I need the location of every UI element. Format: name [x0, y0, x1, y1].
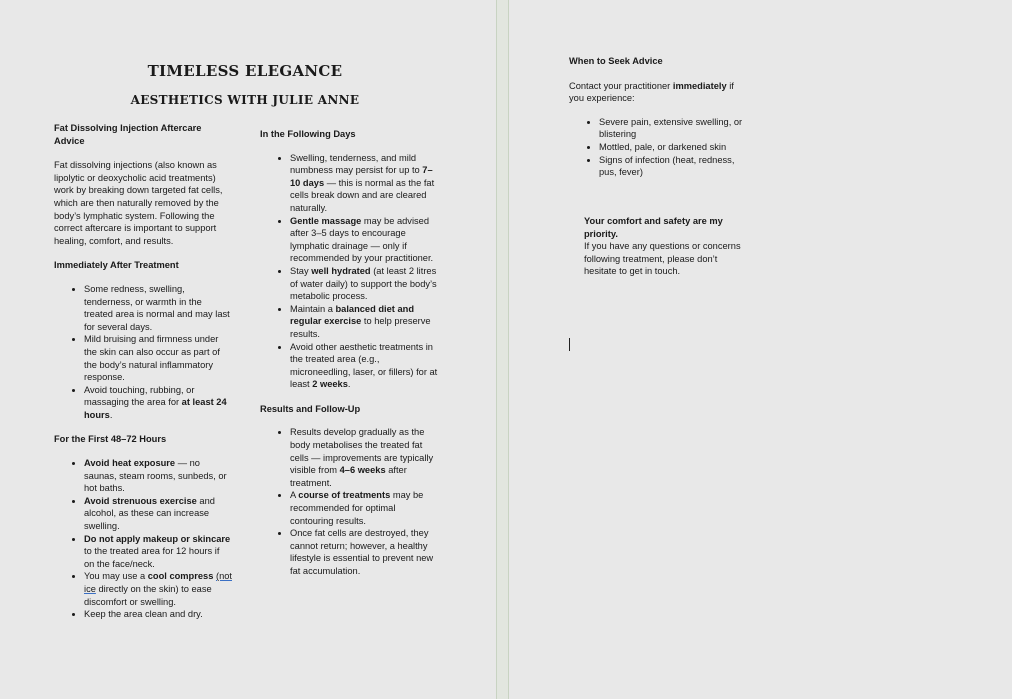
- list-item: • Some redness, swelling, tenderness, or warmth in the treated area is normal and may last for several days.: [84, 283, 232, 333]
- seek-advice-list: [569, 116, 749, 179]
- results-heading: Results and Follow-Up: [260, 403, 361, 414]
- list-item: • Stay well hydrated (at least 2 litres of water daily) to support the body’s metabolic process.: [290, 265, 440, 303]
- list-item: • Maintain a balanced diet and regular exercise to help preserve results.: [290, 303, 440, 341]
- seek-advice-intro: Contact your practitioner immediately if you experience:: [569, 80, 734, 104]
- first-days-heading: For the First 48–72 Hours: [54, 434, 167, 445]
- intro-paragraph: Fat dissolving injections (also known as lipolytic or deoxycholic acid treatments) work by breaking down targeted fat cells, which are then naturally removed by the body’s lymphatic system. Following the correct aftercare is important to support healing, comfort, and results.: [54, 160, 223, 246]
- list-item: • A course of treatments may be recommended for optimal contouring results.: [290, 489, 440, 527]
- list-item: • Once fat cells are destroyed, they cannot return; however, a healthy lifestyle is essential to prevent new fat accumulation.: [290, 527, 440, 577]
- list-item: • Do not apply makeup or skincare to the treated area for 12 hours if on the face/neck.: [84, 533, 232, 571]
- closing-text: If you have any questions or concerns following treatment, please don’t hesitate to get in touch.: [584, 241, 741, 277]
- list-item: • Avoid strenuous exercise and alcohol, as these can increase swelling.: [84, 495, 232, 533]
- results-list: [260, 426, 440, 577]
- list-item: • Avoid heat exposure — no saunas, steam rooms, sunbeds, or hot baths.: [84, 457, 232, 495]
- list-item: • Avoid touching, rubbing, or massaging the area for at least 24 hours.: [84, 384, 232, 422]
- first-days-list: [54, 457, 232, 621]
- list-item: • Mottled, pale, or darkened skin: [599, 141, 749, 154]
- page-gutter: [496, 0, 509, 699]
- aftercare-heading: Fat Dissolving Injection Aftercare Advice: [54, 123, 202, 146]
- document-title: TIMELESS ELEGANCE: [147, 62, 343, 80]
- document-subtitle: AESTHETICS WITH JULIE ANNE: [130, 93, 360, 107]
- column-3: [569, 55, 749, 179]
- immediately-list: [54, 283, 232, 422]
- following-days-heading: In the Following Days: [260, 129, 356, 139]
- list-item: • Signs of infection (heat, redness, pus, fever): [599, 154, 749, 179]
- text-cursor: [569, 338, 570, 351]
- list-item: • Gentle massage may be advised after 3–5 days to encourage lymphatic drainage — only if recommended by your practitioner.: [290, 215, 440, 265]
- closing-bold: Your comfort and safety are my priority.: [584, 216, 723, 239]
- closing-note: [584, 215, 749, 278]
- list-item: • Mild bruising and firmness under the skin can also occur as part of the body’s natural inflammatory response.: [84, 333, 232, 383]
- list-item: • Swelling, tenderness, and mild numbness may persist for up to 7–10 days — this is normal as the fat cells break down and are cleared naturally.: [290, 152, 440, 215]
- seek-advice-heading: When to Seek Advice: [569, 56, 663, 66]
- list-item: • You may use a cool compress (not ice directly on the skin) to ease discomfort or swelling.: [84, 570, 232, 608]
- list-item: • Keep the area clean and dry.: [84, 608, 232, 621]
- column-1: [54, 122, 232, 621]
- list-item: • Severe pain, extensive swelling, or blistering: [599, 116, 749, 141]
- immediately-heading: Immediately After Treatment: [54, 260, 179, 271]
- list-item: • Results develop gradually as the body metabolises the treated fat cells — improvements are typically visible from 4–6 weeks after treatment.: [290, 426, 440, 489]
- column-2: [260, 128, 440, 578]
- spelling-flag[interactable]: (not ice: [84, 571, 232, 594]
- following-days-list: [260, 152, 440, 391]
- list-item: • Avoid other aesthetic treatments in the treated area (e.g., microneedling, laser, or fillers) for at least 2 weeks.: [290, 341, 440, 391]
